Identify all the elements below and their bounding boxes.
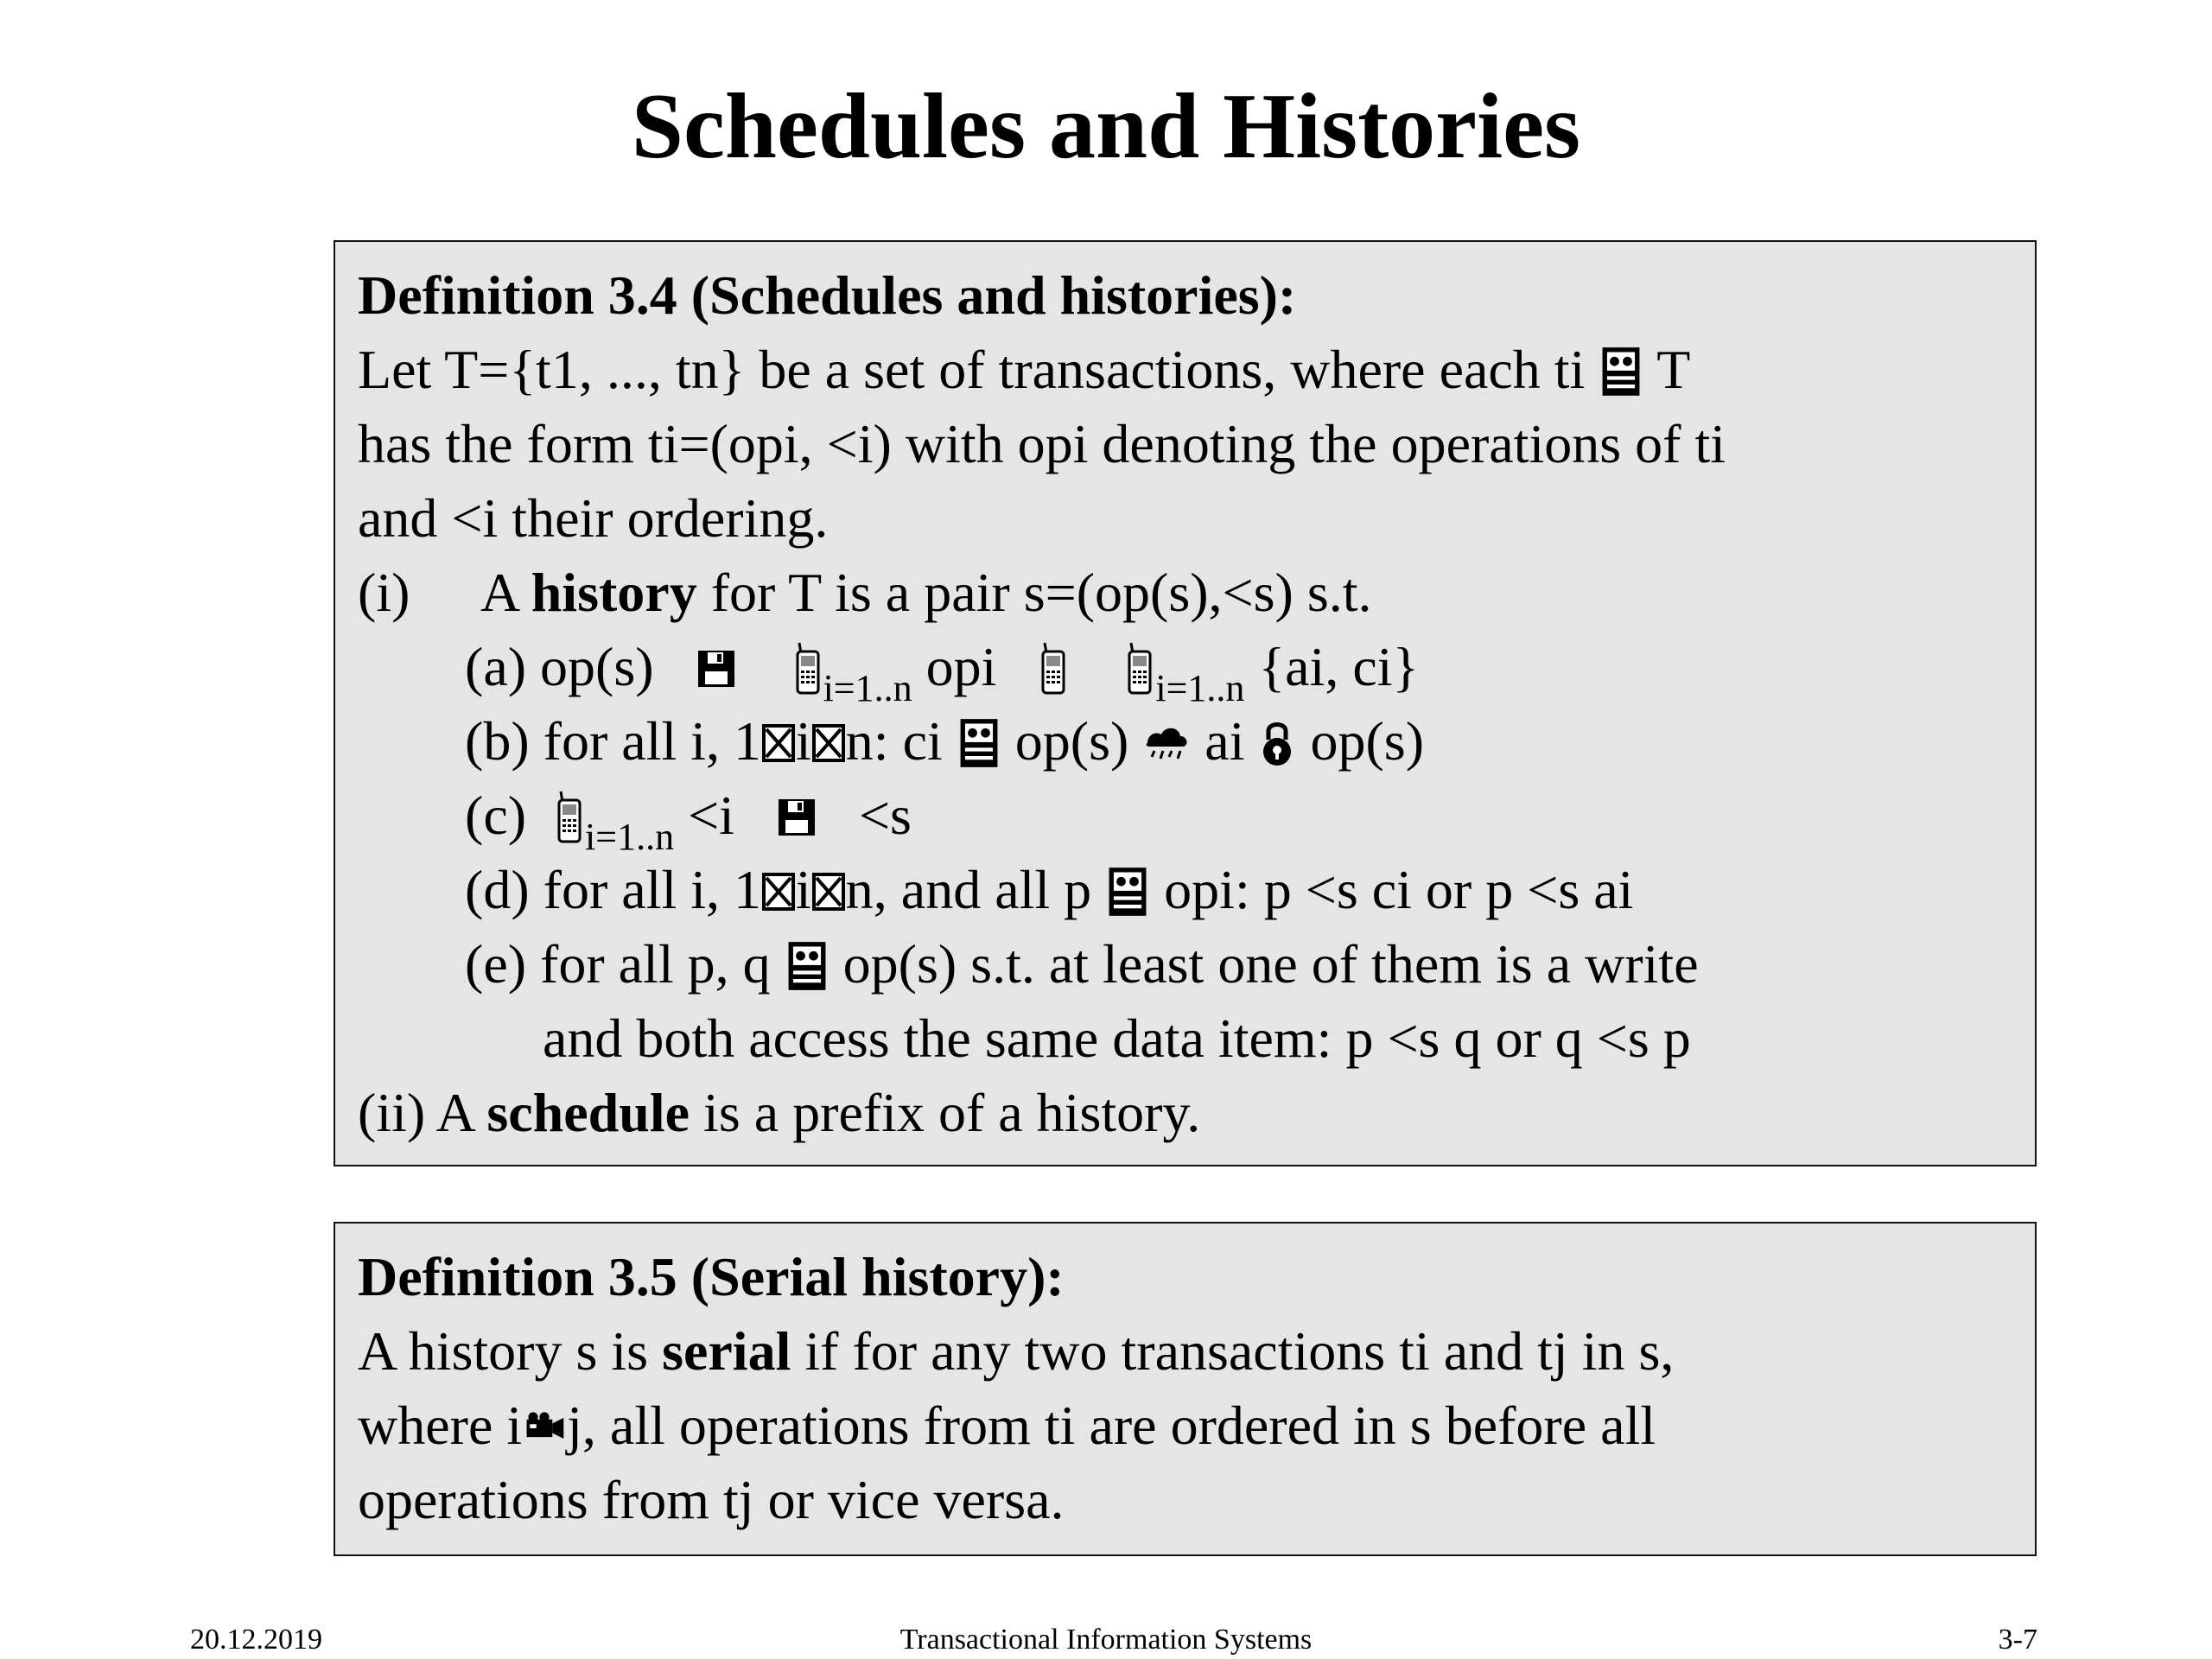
video-camera-icon bbox=[522, 1410, 567, 1445]
definition-3-5-box bbox=[334, 1222, 2037, 1556]
boxed-x-icon bbox=[761, 871, 796, 912]
padlock-icon bbox=[1258, 719, 1296, 767]
term-serial: serial bbox=[662, 1320, 791, 1382]
cloud-rain-icon bbox=[1142, 722, 1191, 764]
definition-3-4-item-b: (b) for all i, 1 i n: ci op(s) ai op(s) bbox=[465, 710, 1424, 772]
slide-title: Schedules and Histories bbox=[631, 75, 1581, 178]
definition-3-4-intro-line-1: Let T={t1, ..., tn} be a set of transactions, where each ti T bbox=[358, 339, 1691, 400]
definition-3-5-line-3: operations from tj or vice versa. bbox=[358, 1469, 1065, 1530]
tape-icon bbox=[1599, 346, 1643, 397]
cell-phone-icon bbox=[1124, 641, 1155, 696]
definition-3-4-item-e-continued: and both access the same data item: p <s q or q <s p bbox=[543, 1007, 1691, 1069]
floppy-disk-icon bbox=[776, 797, 817, 838]
definition-3-4-intro-line-2: has the form ti=(opi, <i) with opi denoting the operations of ti bbox=[358, 413, 1726, 474]
footer-date: 20.12.2019 bbox=[190, 1624, 322, 1656]
definition-3-4-item-ii: (ii) A schedule is a prefix of a history. bbox=[358, 1082, 1201, 1143]
footer-title: Transactional Information Systems bbox=[899, 1624, 1313, 1656]
definition-3-5-line-1: A history s is serial if for any two transactions ti and tj in s, bbox=[358, 1320, 1675, 1382]
definition-3-4-item-d: (d) for all i, 1 i n, and all p opi: p <s ci or p <s ai bbox=[465, 859, 1634, 920]
definition-3-4-item-e: (e) for all p, q op(s) s.t. at least one of them is a write bbox=[465, 933, 1699, 995]
tape-icon bbox=[1105, 866, 1150, 918]
cell-phone-icon bbox=[792, 641, 823, 696]
item-i-label: (i) bbox=[358, 562, 410, 623]
term-history: history bbox=[531, 562, 697, 623]
cell-phone-icon bbox=[554, 790, 585, 845]
boxed-x-icon bbox=[811, 722, 846, 764]
definition-3-4-item-c: (c) $_{i=1..n}$ <i <s bbox=[465, 785, 912, 858]
definition-3-4-intro-line-3: and <i their ordering. bbox=[358, 487, 829, 549]
definition-3-4-item-i: (i) A history for T is a pair s=(op(s),<s) s.t. bbox=[358, 558, 1372, 627]
definition-3-5-line-2: where i j, all operations from ti are ordered in s before all bbox=[358, 1395, 1656, 1456]
definition-3-4-item-a: (a) op(s) $_{i=1..n}$ opi $_{i=1..n}$ {ai, ci} bbox=[465, 636, 1420, 709]
definition-3-4-heading: Definition 3.4 (Schedules and histories): bbox=[358, 264, 1297, 326]
definition-3-5-heading: Definition 3.5 (Serial history): bbox=[358, 1246, 1065, 1307]
tape-icon bbox=[957, 717, 1001, 769]
cell-phone-icon bbox=[1038, 641, 1069, 696]
boxed-x-icon bbox=[761, 722, 796, 764]
boxed-x-icon bbox=[811, 871, 846, 912]
footer-page-number: 3-7 bbox=[1998, 1624, 2037, 1656]
floppy-disk-icon bbox=[696, 648, 737, 690]
term-schedule: schedule bbox=[486, 1082, 690, 1143]
tape-icon bbox=[785, 940, 830, 992]
definition-3-4-box bbox=[334, 240, 2037, 1166]
